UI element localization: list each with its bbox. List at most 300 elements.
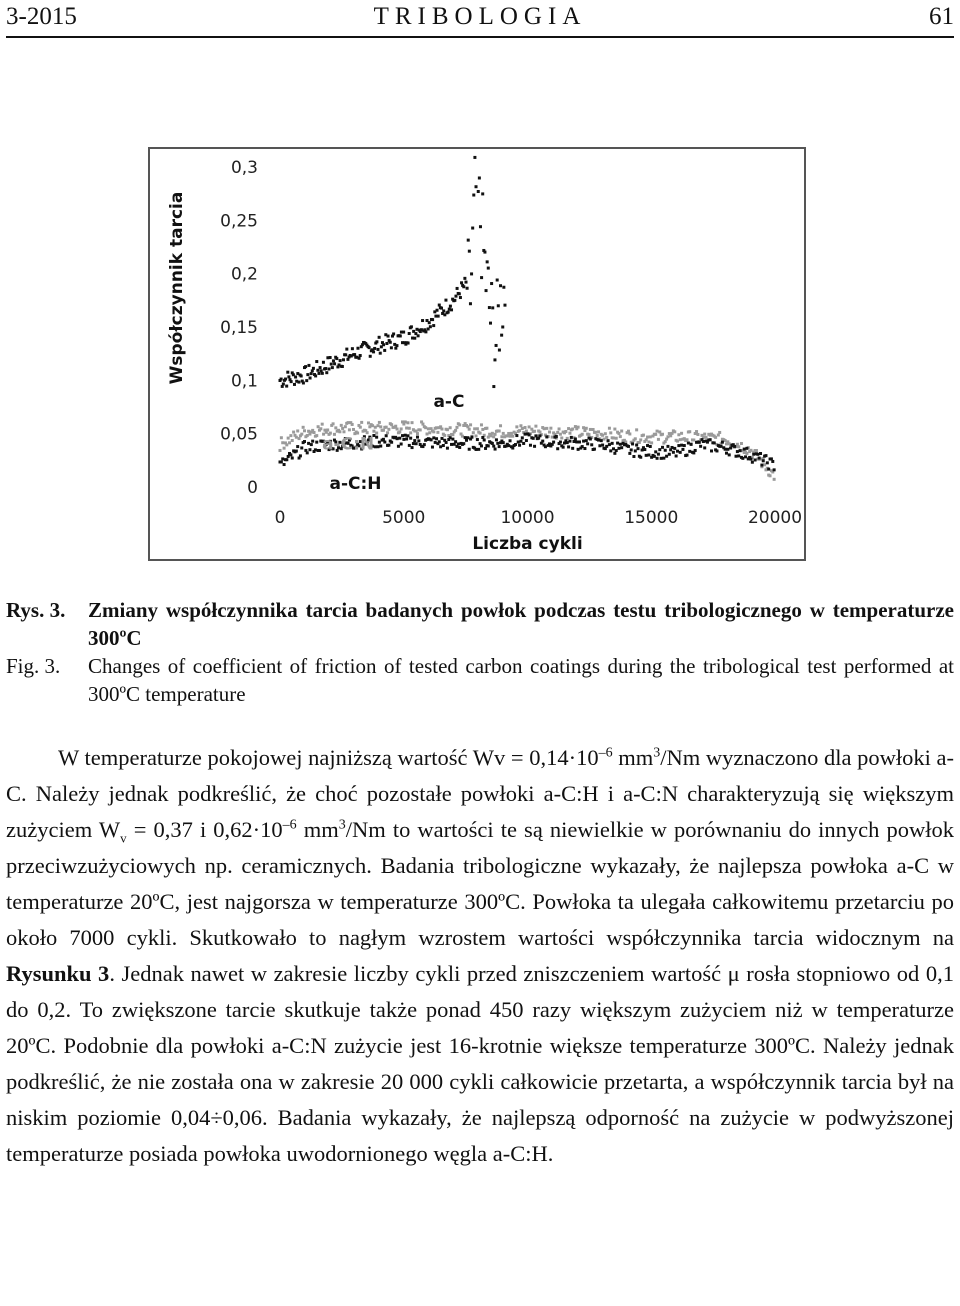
data-point	[605, 445, 608, 448]
data-point	[439, 445, 442, 448]
data-point	[501, 325, 504, 328]
data-point	[524, 426, 527, 429]
data-point	[340, 424, 343, 427]
data-point	[717, 434, 720, 437]
data-point	[575, 440, 578, 443]
data-point	[310, 443, 313, 446]
journal-title: TRIBOLOGIA	[373, 3, 587, 30]
data-point	[578, 440, 581, 443]
text-run: mm	[296, 817, 339, 842]
data-point	[541, 440, 544, 443]
data-point	[344, 353, 347, 356]
data-point	[497, 304, 500, 307]
data-point	[729, 447, 732, 450]
data-point	[476, 438, 479, 441]
data-point	[407, 342, 410, 345]
data-point	[773, 468, 776, 471]
data-point	[379, 445, 382, 448]
data-point	[408, 444, 411, 447]
data-point	[471, 227, 474, 230]
data-point	[654, 450, 657, 453]
data-point	[307, 442, 310, 445]
data-point	[714, 436, 717, 439]
data-point	[608, 443, 611, 446]
data-point	[677, 433, 680, 436]
data-point	[280, 378, 283, 381]
data-point	[356, 347, 359, 350]
data-point	[643, 448, 646, 451]
data-point	[296, 429, 299, 432]
data-point	[309, 377, 312, 380]
data-point	[449, 305, 452, 308]
data-point	[315, 360, 318, 363]
data-point	[558, 427, 561, 430]
data-point	[624, 440, 627, 443]
data-point	[500, 334, 503, 337]
data-point	[483, 438, 486, 441]
data-point	[359, 426, 362, 429]
data-point	[559, 441, 562, 444]
chart-svg	[150, 149, 804, 559]
data-point	[619, 443, 622, 446]
data-point	[374, 426, 377, 429]
data-point	[329, 356, 332, 359]
data-point	[404, 434, 407, 437]
data-point	[372, 430, 375, 433]
data-point	[601, 434, 604, 437]
data-point	[451, 438, 454, 441]
data-point	[416, 436, 419, 439]
caption-en-text: Changes of coefficient of friction of tested carbon coatings during the tribological test performed at 300ºC temperature	[88, 654, 954, 706]
data-point	[443, 434, 446, 437]
data-point	[330, 363, 333, 366]
data-point	[453, 443, 456, 446]
data-point	[574, 437, 577, 440]
data-point	[492, 385, 495, 388]
data-point	[673, 447, 676, 450]
data-point	[480, 423, 483, 426]
data-point	[321, 372, 324, 375]
data-point	[383, 349, 386, 352]
data-point	[767, 468, 770, 471]
x-tick-label: 5000	[382, 508, 426, 528]
data-point	[404, 420, 407, 423]
data-point	[611, 442, 614, 445]
data-point	[752, 453, 755, 456]
text-run: = 0,37 i 0,62·10	[126, 817, 283, 842]
data-point	[577, 426, 580, 429]
data-point	[720, 445, 723, 448]
data-point	[686, 454, 689, 457]
data-point	[518, 444, 521, 447]
data-point	[369, 355, 372, 358]
data-point	[617, 447, 620, 450]
data-point	[524, 433, 527, 436]
data-point	[478, 176, 481, 179]
data-point	[607, 439, 610, 442]
data-point	[402, 331, 405, 334]
data-point	[649, 435, 652, 438]
data-point	[521, 427, 524, 430]
data-point	[302, 381, 305, 384]
data-point	[375, 436, 378, 439]
series-annotation: a-C	[433, 392, 465, 412]
data-point	[705, 436, 708, 439]
data-point	[493, 358, 496, 361]
data-point	[385, 434, 388, 437]
data-point	[436, 431, 439, 434]
data-point	[454, 295, 457, 298]
data-point	[665, 455, 668, 458]
data-point	[332, 359, 335, 362]
data-point	[668, 453, 671, 456]
data-point	[496, 279, 499, 282]
data-point	[311, 440, 314, 443]
data-point	[662, 457, 665, 460]
data-point	[338, 430, 341, 433]
data-point	[389, 341, 392, 344]
data-point	[628, 452, 631, 455]
data-point	[498, 445, 501, 448]
data-point	[285, 443, 288, 446]
y-axis-label	[162, 164, 192, 412]
data-point	[458, 292, 461, 295]
data-point	[387, 444, 390, 447]
data-point	[303, 429, 306, 432]
data-point	[481, 428, 484, 431]
data-point	[481, 192, 484, 195]
data-point	[424, 426, 427, 429]
data-point	[387, 335, 390, 338]
data-point	[415, 442, 418, 445]
data-point	[291, 457, 294, 460]
data-point	[568, 440, 571, 443]
data-point	[332, 422, 335, 425]
data-point	[304, 365, 307, 368]
data-point	[306, 434, 309, 437]
data-point	[661, 446, 664, 449]
data-point	[703, 446, 706, 449]
data-point	[455, 426, 458, 429]
data-point	[590, 443, 593, 446]
data-point	[281, 441, 284, 444]
data-point	[743, 448, 746, 451]
data-point	[285, 385, 288, 388]
data-point	[464, 436, 467, 439]
data-point	[456, 287, 459, 290]
data-point	[319, 366, 322, 369]
data-point	[466, 436, 469, 439]
data-point	[375, 340, 378, 343]
data-point	[544, 445, 547, 448]
data-point	[647, 453, 650, 456]
data-point	[615, 437, 618, 440]
data-point	[703, 433, 706, 436]
data-point	[756, 453, 759, 456]
data-point	[284, 378, 287, 381]
data-point	[377, 424, 380, 427]
data-point	[582, 426, 585, 429]
text-run: /Nm wyznaczono dla powłoki a-C. Należy jednak podkreślić, że choć pozostałe powłoki a-C:H i a-C:N charakteryzują się większym zużyciem W	[6, 745, 954, 842]
data-point	[466, 287, 469, 290]
data-point	[385, 342, 388, 345]
x-tick-label: 10000	[500, 508, 555, 528]
data-point	[589, 437, 592, 440]
data-point	[430, 438, 433, 441]
data-point	[379, 425, 382, 428]
data-point	[770, 457, 773, 460]
data-point	[359, 354, 362, 357]
data-point	[300, 374, 303, 377]
data-point	[509, 435, 512, 438]
data-point	[280, 436, 283, 439]
data-point	[351, 347, 354, 350]
data-point	[528, 425, 531, 428]
data-point	[378, 441, 381, 444]
data-point	[318, 449, 321, 452]
data-point	[470, 436, 473, 439]
data-point	[566, 441, 569, 444]
data-point	[771, 460, 774, 463]
data-point	[681, 448, 684, 451]
data-point	[726, 448, 729, 451]
data-point	[769, 474, 772, 477]
data-point	[429, 325, 432, 328]
data-point	[502, 286, 505, 289]
data-point	[604, 432, 607, 435]
data-point	[288, 441, 291, 444]
data-point	[675, 454, 678, 457]
data-point	[477, 448, 480, 451]
data-point	[494, 448, 497, 451]
data-point	[432, 436, 435, 439]
data-point	[491, 442, 494, 445]
text-run: W temperaturze pokojowej najniższą wartość Wv = 0,14·10	[58, 745, 599, 770]
data-point	[464, 281, 467, 284]
data-point	[658, 448, 661, 451]
data-point	[358, 357, 361, 360]
data-point	[405, 437, 408, 440]
data-point	[313, 431, 316, 434]
data-point	[411, 421, 414, 424]
data-point	[424, 330, 427, 333]
data-point	[687, 442, 690, 445]
data-point	[392, 332, 395, 335]
data-point	[545, 435, 548, 438]
data-point	[468, 428, 471, 431]
data-point	[552, 441, 555, 444]
page-number: 61	[929, 3, 954, 30]
data-point	[312, 367, 315, 370]
data-point	[519, 424, 522, 427]
data-point	[733, 445, 736, 448]
y-tick-label: 0,15	[220, 318, 258, 338]
data-point	[413, 337, 416, 340]
exponent: –6	[282, 817, 297, 833]
data-point	[473, 427, 476, 430]
data-point	[627, 430, 630, 433]
data-point	[335, 357, 338, 360]
data-point	[511, 447, 514, 450]
data-point	[382, 438, 385, 441]
data-point	[432, 324, 435, 327]
data-point	[485, 289, 488, 292]
data-point	[507, 444, 510, 447]
series-a-c	[279, 149, 507, 388]
data-point	[306, 451, 309, 454]
data-point	[438, 440, 441, 443]
data-point	[647, 440, 650, 443]
y-tick-label: 0,2	[230, 264, 258, 285]
data-point	[317, 372, 320, 375]
data-point	[331, 366, 334, 369]
data-point	[449, 426, 452, 429]
data-point	[306, 373, 309, 376]
figure-reference: Rysunku 3	[6, 961, 110, 986]
data-point	[373, 347, 376, 350]
data-point	[702, 440, 705, 443]
data-point	[351, 423, 354, 426]
data-point	[630, 448, 633, 451]
data-point	[460, 281, 463, 284]
data-point	[680, 432, 683, 435]
data-point	[396, 437, 399, 440]
data-point	[291, 439, 294, 442]
data-point	[377, 445, 380, 448]
body-paragraph	[6, 740, 954, 1172]
data-point	[328, 368, 331, 371]
data-point	[749, 458, 752, 461]
data-point	[764, 454, 767, 457]
data-point	[344, 425, 347, 428]
data-point	[511, 435, 514, 438]
data-point	[509, 439, 512, 442]
data-point	[728, 453, 731, 456]
data-point	[502, 441, 505, 444]
data-point	[316, 369, 319, 372]
data-point	[469, 423, 472, 426]
data-point	[755, 449, 758, 452]
data-point	[673, 430, 676, 433]
data-point	[434, 441, 437, 444]
data-point	[555, 435, 558, 438]
data-point	[317, 425, 320, 428]
series-annotation: a-C:N	[322, 434, 375, 455]
data-point	[519, 440, 522, 443]
data-point	[428, 321, 431, 324]
data-point	[766, 461, 769, 464]
data-point	[440, 428, 443, 431]
data-point	[657, 453, 660, 456]
data-point	[556, 447, 559, 450]
data-point	[374, 445, 377, 448]
data-point	[672, 451, 675, 454]
data-point	[377, 348, 380, 351]
data-point	[754, 458, 757, 461]
data-point	[594, 431, 597, 434]
data-point	[589, 428, 592, 431]
data-point	[470, 272, 473, 275]
caption-pl-label: Rys. 3.	[6, 598, 66, 622]
data-point	[307, 430, 310, 433]
data-point	[440, 437, 443, 440]
data-point	[475, 434, 478, 437]
data-point	[635, 428, 638, 431]
data-point	[597, 439, 600, 442]
data-point	[657, 438, 660, 441]
data-point	[605, 436, 608, 439]
data-point	[645, 438, 648, 441]
data-point	[562, 446, 565, 449]
data-point	[581, 445, 584, 448]
data-point	[666, 445, 669, 448]
data-point	[631, 442, 634, 445]
data-point	[297, 381, 300, 384]
data-point	[581, 433, 584, 436]
data-point	[402, 438, 405, 441]
data-point	[586, 442, 589, 445]
data-point	[487, 436, 490, 439]
data-point	[634, 449, 637, 452]
data-point	[390, 423, 393, 426]
caption-en-label: Fig. 3.	[6, 654, 61, 678]
data-point	[322, 361, 325, 364]
data-point	[529, 444, 532, 447]
data-point	[410, 325, 413, 328]
data-point	[282, 382, 285, 385]
data-point	[324, 367, 327, 370]
data-point	[310, 372, 313, 375]
data-point	[679, 438, 682, 441]
data-point	[488, 306, 491, 309]
data-point	[432, 430, 435, 433]
data-point	[287, 437, 290, 440]
data-point	[515, 425, 518, 428]
data-point	[597, 430, 600, 433]
data-point	[525, 439, 528, 442]
data-point	[613, 452, 616, 455]
data-point	[333, 362, 336, 365]
data-point	[371, 424, 374, 427]
data-point	[522, 442, 525, 445]
x-tick-label: 20000	[747, 508, 803, 528]
data-point	[612, 437, 615, 440]
data-point	[680, 444, 683, 447]
data-point	[387, 428, 390, 431]
data-point	[307, 364, 310, 367]
data-point	[293, 383, 296, 386]
data-point	[683, 444, 686, 447]
data-point	[515, 434, 518, 437]
data-point	[480, 276, 483, 279]
data-point	[479, 432, 482, 435]
data-point	[620, 446, 623, 449]
data-point	[315, 434, 318, 437]
data-point	[568, 432, 571, 435]
data-point	[454, 440, 457, 443]
data-point	[692, 439, 695, 442]
data-point	[280, 460, 283, 463]
data-point	[525, 429, 528, 432]
data-point	[458, 423, 461, 426]
data-point	[721, 441, 724, 444]
data-point	[577, 448, 580, 451]
data-point	[600, 439, 603, 442]
data-point	[300, 433, 303, 436]
data-point	[406, 434, 409, 437]
data-point	[507, 432, 510, 435]
data-point	[325, 371, 328, 374]
